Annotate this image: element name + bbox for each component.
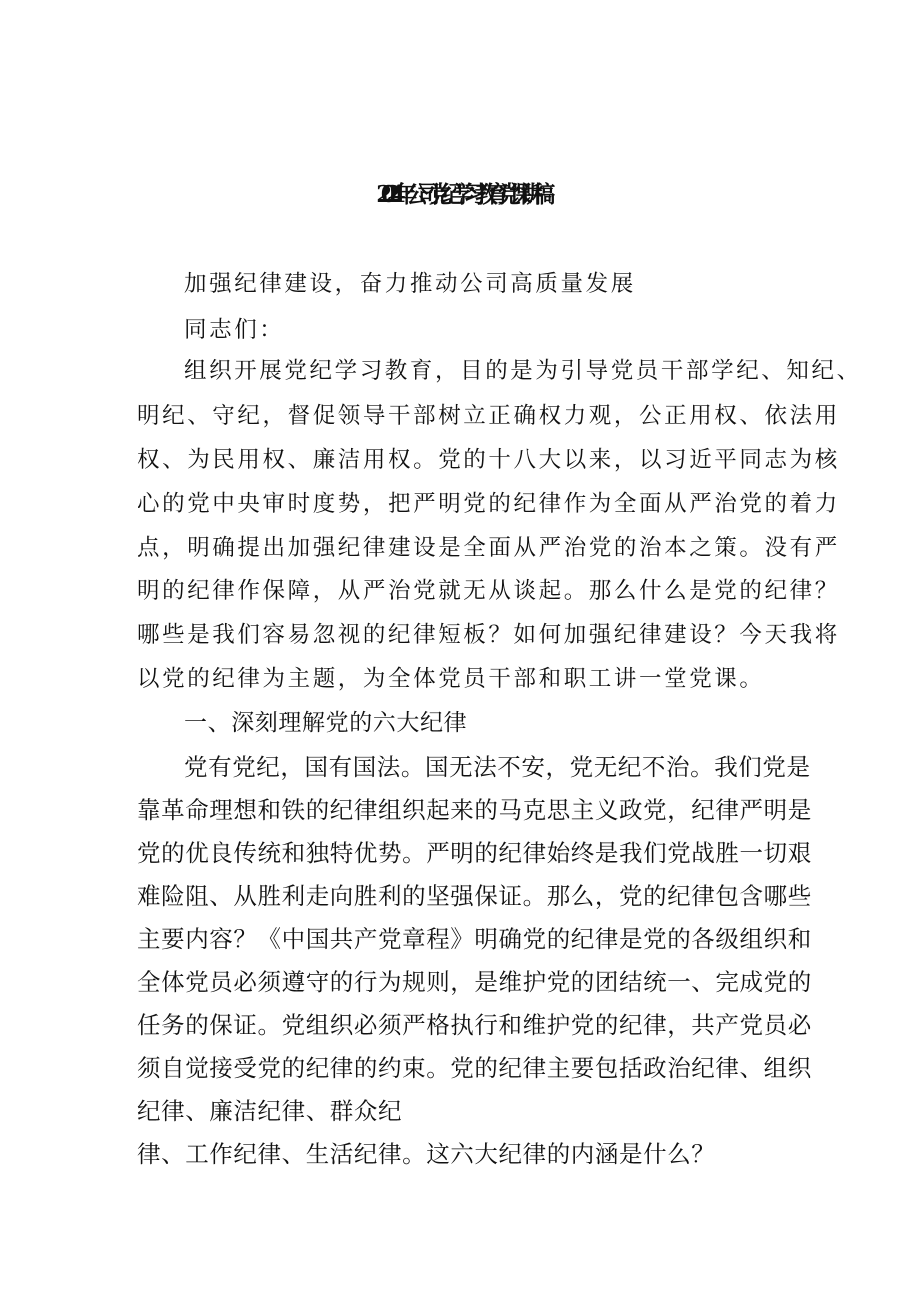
body-line: 靠革命理想和铁的纪律组织起来的马克思主义政党，纪律严明是 [137, 796, 812, 824]
intro-line: 以党的纪律为主题，为全体党员干部和职工讲一堂党课。 [137, 666, 765, 692]
intro-line: 点，明确提出加强纪律建设是全面从严治党的治本之策。没有严 [137, 535, 840, 561]
body-line: 纪律、廉洁纪律、群众纪 [137, 1097, 403, 1125]
intro-line: 组织开展党纪学习教育，目的是为引导党员干部学纪、知纪、 [184, 358, 862, 384]
intro-line: 明的纪律作保障，从严治党就无从谈起。那么什么是党的纪律？ [137, 578, 840, 604]
body-line: 主要内容？《中国共产党章程》明确党的纪律是党的各级组织和 [137, 925, 812, 953]
document-subtitle: 加强纪律建设，奋力推动公司高质量发展 [184, 271, 636, 297]
section-heading: 一、深刻理解党的六大纪律 [184, 710, 468, 736]
body-line: 全体党员必须遵守的行为规则，是维护党的团结统一、完成党的 [137, 968, 812, 996]
intro-line: 心的党中央审时度势，把严明党的纪律作为全面从严治党的着力 [137, 491, 840, 517]
body-line: 须自觉接受党的纪律的约束。党的纪律主要包括政治纪律、组织 [137, 1054, 812, 1082]
body-line: 党的优良传统和独特优势。严明的纪律始终是我们党战胜一切艰 [137, 839, 812, 867]
body-line: 律、工作纪律、生活纪律。这六大纪律的内涵是什么？ [137, 1140, 716, 1168]
intro-line: 明纪、守纪，督促领导干部树立正确权力观，公正用权、依法用 [137, 403, 840, 429]
intro-line: 权、为民用权、廉洁用权。党的十八大以来，以习近平同志为核 [137, 447, 840, 473]
body-line: 党有党纪，国有国法。国无法不安，党无纪不治。我们党是 [184, 753, 811, 781]
salutation: 同志们： [184, 317, 285, 343]
intro-line: 哪些是我们容易忽视的纪律短板？如何加强纪律建设？今天我将 [137, 622, 840, 648]
body-line: 任务的保证。党组织必须严格执行和维护党的纪律，共产党员必 [137, 1011, 812, 1039]
document-title: 2024年公司党纪学习教育党课讲稿 [376, 181, 544, 208]
body-line: 难险阻、从胜利走向胜利的坚强保证。那么，党的纪律包含哪些 [137, 882, 812, 910]
